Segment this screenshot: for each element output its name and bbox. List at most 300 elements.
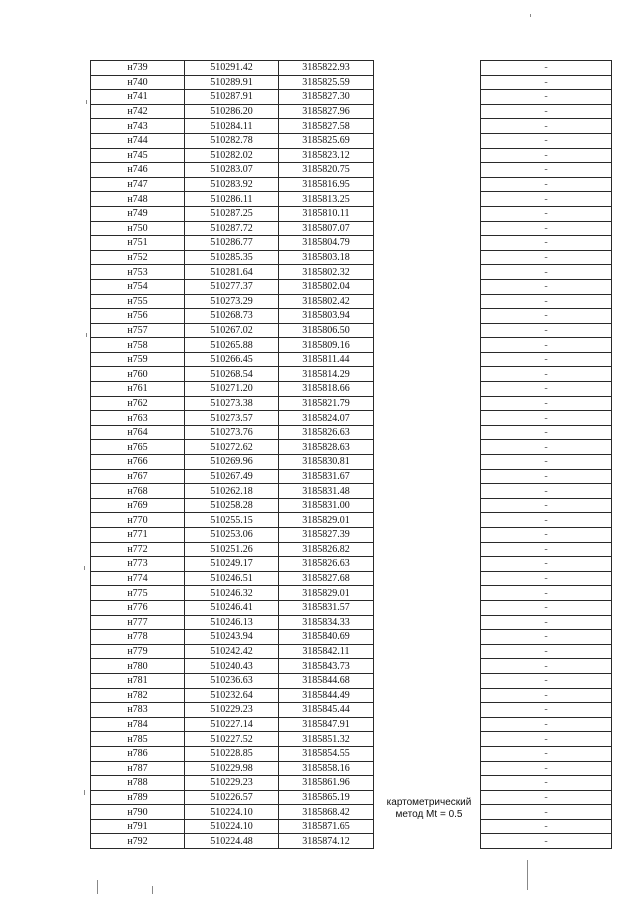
point-name-cell: н790 [91, 805, 185, 820]
precision-cell: - [481, 133, 612, 148]
table-row [91, 790, 612, 805]
precision-cell: - [481, 746, 612, 761]
table-row [91, 221, 612, 236]
y-coordinate-cell: 3185804.79 [279, 236, 374, 251]
y-coordinate-cell: 3185806.50 [279, 323, 374, 338]
method-cell [374, 61, 481, 76]
y-coordinate-cell: 3185861.96 [279, 776, 374, 791]
point-name-cell: н761 [91, 382, 185, 397]
point-name-cell: н779 [91, 644, 185, 659]
method-cell [374, 659, 481, 674]
method-cell [374, 338, 481, 353]
table-row [91, 90, 612, 105]
table-row [91, 819, 612, 834]
point-name-cell: н777 [91, 615, 185, 630]
point-name-cell: н762 [91, 396, 185, 411]
precision-cell: - [481, 382, 612, 397]
table-row [91, 440, 612, 455]
precision-cell: - [481, 469, 612, 484]
point-name-cell: н775 [91, 586, 185, 601]
y-coordinate-cell: 3185845.44 [279, 703, 374, 718]
point-name-cell: н773 [91, 557, 185, 572]
y-coordinate-cell: 3185803.94 [279, 309, 374, 324]
table-row [91, 309, 612, 324]
method-cell [374, 761, 481, 776]
method-cell [374, 484, 481, 499]
method-cell [374, 133, 481, 148]
y-coordinate-cell: 3185827.39 [279, 528, 374, 543]
precision-cell: - [481, 104, 612, 119]
x-coordinate-cell: 510228.85 [185, 746, 279, 761]
precision-cell: - [481, 455, 612, 470]
point-name-cell: н774 [91, 571, 185, 586]
x-coordinate-cell: 510240.43 [185, 659, 279, 674]
y-coordinate-cell: 3185843.73 [279, 659, 374, 674]
precision-cell: - [481, 630, 612, 645]
precision-cell: - [481, 834, 612, 849]
x-coordinate-cell: 510273.38 [185, 396, 279, 411]
table-row [91, 528, 612, 543]
table-row [91, 61, 612, 76]
point-name-cell: н745 [91, 148, 185, 163]
x-coordinate-cell: 510255.15 [185, 513, 279, 528]
precision-cell: - [481, 221, 612, 236]
scan-mark [97, 880, 98, 894]
y-coordinate-cell: 3185858.16 [279, 761, 374, 776]
point-name-cell: н751 [91, 236, 185, 251]
precision-cell: - [481, 586, 612, 601]
precision-cell: - [481, 192, 612, 207]
table-row [91, 746, 612, 761]
point-name-cell: н776 [91, 600, 185, 615]
table-row [91, 571, 612, 586]
method-cell [374, 192, 481, 207]
method-cell [374, 367, 481, 382]
precision-cell: - [481, 119, 612, 134]
point-name-cell: н770 [91, 513, 185, 528]
x-coordinate-cell: 510267.02 [185, 323, 279, 338]
precision-cell: - [481, 805, 612, 820]
method-cell [374, 776, 481, 791]
x-coordinate-cell: 510285.35 [185, 250, 279, 265]
point-name-cell: н754 [91, 279, 185, 294]
y-coordinate-cell: 3185829.01 [279, 586, 374, 601]
y-coordinate-cell: 3185824.07 [279, 411, 374, 426]
table-row [91, 294, 612, 309]
point-name-cell: н785 [91, 732, 185, 747]
x-coordinate-cell: 510272.62 [185, 440, 279, 455]
x-coordinate-cell: 510253.06 [185, 528, 279, 543]
y-coordinate-cell: 3185822.93 [279, 61, 374, 76]
y-coordinate-cell: 3185831.00 [279, 498, 374, 513]
precision-cell: - [481, 513, 612, 528]
point-name-cell: н763 [91, 411, 185, 426]
method-cell [374, 557, 481, 572]
method-cell [374, 294, 481, 309]
point-name-cell: н744 [91, 133, 185, 148]
y-coordinate-cell: 3185831.67 [279, 469, 374, 484]
method-cell [374, 600, 481, 615]
y-coordinate-cell: 3185844.49 [279, 688, 374, 703]
x-coordinate-cell: 510286.20 [185, 104, 279, 119]
table-row [91, 148, 612, 163]
x-coordinate-cell: 510229.23 [185, 703, 279, 718]
precision-cell: - [481, 396, 612, 411]
table-row [91, 644, 612, 659]
precision-cell: - [481, 206, 612, 221]
precision-cell: - [481, 732, 612, 747]
x-coordinate-cell: 510284.11 [185, 119, 279, 134]
method-cell [374, 717, 481, 732]
x-coordinate-cell: 510246.51 [185, 571, 279, 586]
method-cell [374, 382, 481, 397]
method-cell [374, 221, 481, 236]
y-coordinate-cell: 3185811.44 [279, 352, 374, 367]
x-coordinate-cell: 510281.64 [185, 265, 279, 280]
table-row [91, 206, 612, 221]
y-coordinate-cell: 3185844.68 [279, 673, 374, 688]
table-row [91, 177, 612, 192]
table-row [91, 279, 612, 294]
precision-cell: - [481, 673, 612, 688]
method-cell [374, 571, 481, 586]
point-name-cell: н792 [91, 834, 185, 849]
y-coordinate-cell: 3185816.95 [279, 177, 374, 192]
coordinates-table [90, 60, 612, 849]
point-name-cell: н750 [91, 221, 185, 236]
table-row [91, 338, 612, 353]
method-cell [374, 425, 481, 440]
x-coordinate-cell: 510289.91 [185, 75, 279, 90]
point-name-cell: н778 [91, 630, 185, 645]
y-coordinate-cell: 3185821.79 [279, 396, 374, 411]
x-coordinate-cell: 510246.41 [185, 600, 279, 615]
y-coordinate-cell: 3185807.07 [279, 221, 374, 236]
precision-cell: - [481, 819, 612, 834]
method-cell [374, 644, 481, 659]
point-name-cell: н782 [91, 688, 185, 703]
table-row [91, 717, 612, 732]
method-cell [374, 250, 481, 265]
x-coordinate-cell: 510277.37 [185, 279, 279, 294]
y-coordinate-cell: 3185827.30 [279, 90, 374, 105]
precision-cell: - [481, 498, 612, 513]
point-name-cell: н759 [91, 352, 185, 367]
y-coordinate-cell: 3185871.65 [279, 819, 374, 834]
method-cell [374, 119, 481, 134]
x-coordinate-cell: 510283.07 [185, 163, 279, 178]
x-coordinate-cell: 510286.77 [185, 236, 279, 251]
x-coordinate-cell: 510242.42 [185, 644, 279, 659]
table-row [91, 367, 612, 382]
table-row [91, 104, 612, 119]
table-row [91, 732, 612, 747]
method-cell [374, 177, 481, 192]
method-note-line1: картометрический [386, 797, 472, 808]
y-coordinate-cell: 3185827.96 [279, 104, 374, 119]
point-name-cell: н760 [91, 367, 185, 382]
method-cell [374, 90, 481, 105]
method-cell [374, 163, 481, 178]
method-cell [374, 688, 481, 703]
method-cell [374, 469, 481, 484]
point-name-cell: н748 [91, 192, 185, 207]
method-cell [374, 746, 481, 761]
table-row [91, 382, 612, 397]
table-row [91, 163, 612, 178]
scan-mark [527, 860, 528, 890]
method-cell [374, 440, 481, 455]
table-row [91, 498, 612, 513]
precision-cell: - [481, 250, 612, 265]
point-name-cell: н758 [91, 338, 185, 353]
y-coordinate-cell: 3185830.81 [279, 455, 374, 470]
x-coordinate-cell: 510268.54 [185, 367, 279, 382]
table-row [91, 630, 612, 645]
point-name-cell: н769 [91, 498, 185, 513]
point-name-cell: н753 [91, 265, 185, 280]
point-name-cell: н764 [91, 425, 185, 440]
x-coordinate-cell: 510258.28 [185, 498, 279, 513]
y-coordinate-cell: 3185825.69 [279, 133, 374, 148]
y-coordinate-cell: 3185834.33 [279, 615, 374, 630]
method-cell [374, 703, 481, 718]
precision-cell: - [481, 528, 612, 543]
method-cell [374, 352, 481, 367]
precision-cell: - [481, 294, 612, 309]
method-cell [374, 396, 481, 411]
y-coordinate-cell: 3185810.11 [279, 206, 374, 221]
x-coordinate-cell: 510286.11 [185, 192, 279, 207]
x-coordinate-cell: 510283.92 [185, 177, 279, 192]
y-coordinate-cell: 3185854.55 [279, 746, 374, 761]
y-coordinate-cell: 3185802.32 [279, 265, 374, 280]
precision-cell: - [481, 644, 612, 659]
y-coordinate-cell: 3185802.04 [279, 279, 374, 294]
precision-cell: - [481, 323, 612, 338]
table-row [91, 557, 612, 572]
method-cell [374, 630, 481, 645]
y-coordinate-cell: 3185825.59 [279, 75, 374, 90]
x-coordinate-cell: 510282.02 [185, 148, 279, 163]
precision-cell: - [481, 163, 612, 178]
method-cell [374, 236, 481, 251]
y-coordinate-cell: 3185813.25 [279, 192, 374, 207]
point-name-cell: н783 [91, 703, 185, 718]
x-coordinate-cell: 510269.96 [185, 455, 279, 470]
method-cell [374, 819, 481, 834]
x-coordinate-cell: 510243.94 [185, 630, 279, 645]
x-coordinate-cell: 510229.98 [185, 761, 279, 776]
table-row [91, 236, 612, 251]
y-coordinate-cell: 3185809.16 [279, 338, 374, 353]
y-coordinate-cell: 3185851.32 [279, 732, 374, 747]
precision-cell: - [481, 761, 612, 776]
method-cell [374, 513, 481, 528]
precision-cell: - [481, 790, 612, 805]
method-cell [374, 265, 481, 280]
x-coordinate-cell: 510273.57 [185, 411, 279, 426]
point-name-cell: н772 [91, 542, 185, 557]
precision-cell: - [481, 703, 612, 718]
y-coordinate-cell: 3185814.29 [279, 367, 374, 382]
y-coordinate-cell: 3185868.42 [279, 805, 374, 820]
precision-cell: - [481, 411, 612, 426]
table-row [91, 761, 612, 776]
y-coordinate-cell: 3185831.48 [279, 484, 374, 499]
method-cell [374, 542, 481, 557]
x-coordinate-cell: 510249.17 [185, 557, 279, 572]
precision-cell: - [481, 776, 612, 791]
table-row [91, 659, 612, 674]
table-row [91, 455, 612, 470]
table-row [91, 250, 612, 265]
point-name-cell: н766 [91, 455, 185, 470]
table-row [91, 600, 612, 615]
precision-cell: - [481, 688, 612, 703]
method-cell [374, 673, 481, 688]
table-row [91, 703, 612, 718]
x-coordinate-cell: 510246.32 [185, 586, 279, 601]
y-coordinate-cell: 3185826.63 [279, 557, 374, 572]
y-coordinate-cell: 3185826.82 [279, 542, 374, 557]
x-coordinate-cell: 510287.25 [185, 206, 279, 221]
y-coordinate-cell: 3185802.42 [279, 294, 374, 309]
scan-mark [152, 886, 153, 894]
method-cell [374, 148, 481, 163]
point-name-cell: н749 [91, 206, 185, 221]
y-coordinate-cell: 3185865.19 [279, 790, 374, 805]
method-cell [374, 309, 481, 324]
method-cell [374, 732, 481, 747]
table-row [91, 484, 612, 499]
method-cell [374, 323, 481, 338]
method-note [376, 797, 482, 821]
x-coordinate-cell: 510227.52 [185, 732, 279, 747]
method-cell [374, 411, 481, 426]
point-name-cell: н784 [91, 717, 185, 732]
x-coordinate-cell: 510229.23 [185, 776, 279, 791]
table-row [91, 542, 612, 557]
method-cell [374, 586, 481, 601]
precision-cell: - [481, 338, 612, 353]
table-row [91, 396, 612, 411]
x-coordinate-cell: 510273.29 [185, 294, 279, 309]
table-row [91, 469, 612, 484]
x-coordinate-cell: 510267.49 [185, 469, 279, 484]
table-row [91, 323, 612, 338]
method-cell [374, 615, 481, 630]
precision-cell: - [481, 90, 612, 105]
scan-mark [86, 100, 87, 104]
x-coordinate-cell: 510266.45 [185, 352, 279, 367]
y-coordinate-cell: 3185823.12 [279, 148, 374, 163]
point-name-cell: н756 [91, 309, 185, 324]
table-row [91, 425, 612, 440]
method-note-line2: метод Mt = 0.5 [395, 809, 463, 820]
table-row [91, 75, 612, 90]
x-coordinate-cell: 510232.64 [185, 688, 279, 703]
precision-cell: - [481, 352, 612, 367]
table-row [91, 513, 612, 528]
y-coordinate-cell: 3185828.63 [279, 440, 374, 455]
table-row [91, 411, 612, 426]
point-name-cell: н788 [91, 776, 185, 791]
table-row [91, 192, 612, 207]
precision-cell: - [481, 177, 612, 192]
x-coordinate-cell: 510291.42 [185, 61, 279, 76]
point-name-cell: н740 [91, 75, 185, 90]
y-coordinate-cell: 3185818.66 [279, 382, 374, 397]
precision-cell: - [481, 61, 612, 76]
x-coordinate-cell: 510236.63 [185, 673, 279, 688]
coordinates-table-body [91, 61, 612, 849]
x-coordinate-cell: 510287.91 [185, 90, 279, 105]
table-row [91, 615, 612, 630]
table-row [91, 119, 612, 134]
point-name-cell: н786 [91, 746, 185, 761]
point-name-cell: н765 [91, 440, 185, 455]
x-coordinate-cell: 510224.10 [185, 819, 279, 834]
point-name-cell: н771 [91, 528, 185, 543]
x-coordinate-cell: 510246.13 [185, 615, 279, 630]
y-coordinate-cell: 3185829.01 [279, 513, 374, 528]
method-cell [374, 834, 481, 849]
precision-cell: - [481, 148, 612, 163]
method-cell [374, 75, 481, 90]
scan-mark [84, 566, 85, 570]
x-coordinate-cell: 510224.48 [185, 834, 279, 849]
precision-cell: - [481, 309, 612, 324]
y-coordinate-cell: 3185840.69 [279, 630, 374, 645]
x-coordinate-cell: 510273.76 [185, 425, 279, 440]
y-coordinate-cell: 3185842.11 [279, 644, 374, 659]
y-coordinate-cell: 3185803.18 [279, 250, 374, 265]
point-name-cell: н747 [91, 177, 185, 192]
x-coordinate-cell: 510251.26 [185, 542, 279, 557]
y-coordinate-cell: 3185826.63 [279, 425, 374, 440]
precision-cell: - [481, 557, 612, 572]
precision-cell: - [481, 571, 612, 586]
precision-cell: - [481, 75, 612, 90]
table-row [91, 776, 612, 791]
precision-cell: - [481, 425, 612, 440]
precision-cell: - [481, 440, 612, 455]
point-name-cell: н755 [91, 294, 185, 309]
point-name-cell: н791 [91, 819, 185, 834]
x-coordinate-cell: 510226.57 [185, 790, 279, 805]
method-cell [374, 279, 481, 294]
method-cell [374, 206, 481, 221]
table-row [91, 805, 612, 820]
table-row [91, 352, 612, 367]
table-row [91, 265, 612, 280]
y-coordinate-cell: 3185874.12 [279, 834, 374, 849]
x-coordinate-cell: 510262.18 [185, 484, 279, 499]
x-coordinate-cell: 510271.20 [185, 382, 279, 397]
x-coordinate-cell: 510268.73 [185, 309, 279, 324]
y-coordinate-cell: 3185847.91 [279, 717, 374, 732]
precision-cell: - [481, 484, 612, 499]
precision-cell: - [481, 717, 612, 732]
table-row [91, 688, 612, 703]
point-name-cell: н780 [91, 659, 185, 674]
precision-cell: - [481, 615, 612, 630]
point-name-cell: н789 [91, 790, 185, 805]
y-coordinate-cell: 3185827.68 [279, 571, 374, 586]
method-cell [374, 104, 481, 119]
precision-cell: - [481, 236, 612, 251]
